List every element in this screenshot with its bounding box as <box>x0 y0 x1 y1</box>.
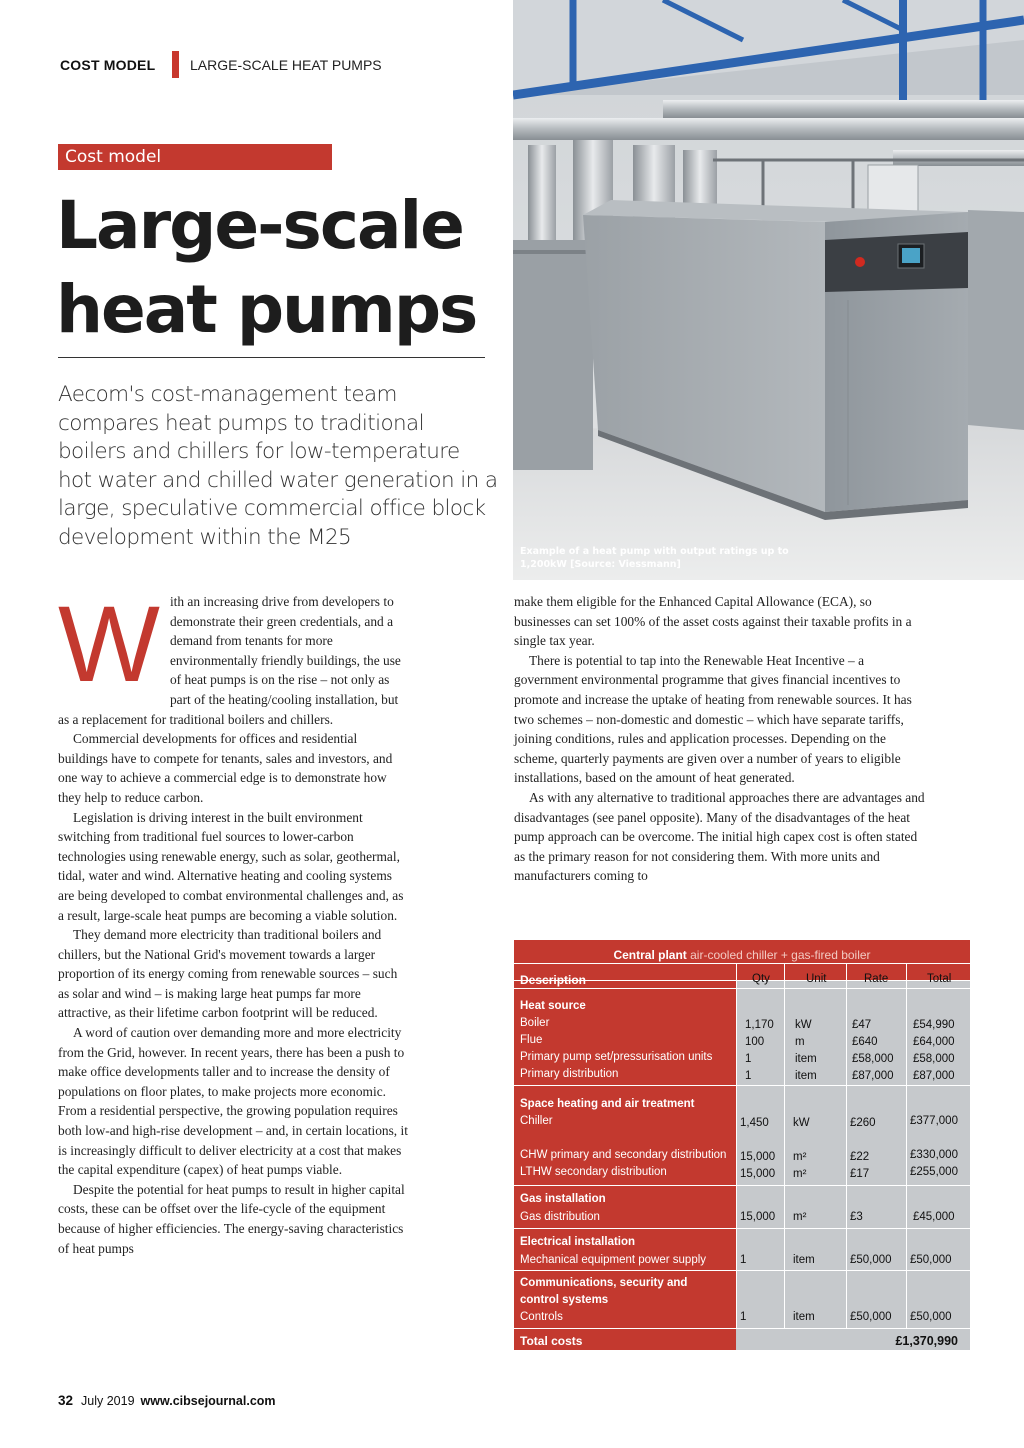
row-qty: 1,450 <box>740 1117 769 1129</box>
row-description: Primary distribution <box>520 1068 619 1080</box>
row-rate: £50,000 <box>850 1254 892 1266</box>
row-unit: m <box>795 1036 805 1048</box>
group-heading: Communications, security and <box>520 1277 688 1289</box>
row-unit: kW <box>795 1019 812 1031</box>
row-description: Controls <box>520 1311 563 1323</box>
row-description: Flue <box>520 1034 543 1046</box>
row-qty: 15,000 <box>740 1168 776 1180</box>
row-unit: m² <box>793 1168 807 1180</box>
standfirst: Aecom's cost-management team compares heat pumps to traditional boilers and chillers for low-temperature hot water and chilled water generation in a large, speculative commercial office block development within the M25 <box>58 382 498 550</box>
heat-pump-photo <box>513 0 1024 580</box>
row-qty: 15,000 <box>740 1211 776 1223</box>
row-total: £50,000 <box>910 1254 952 1266</box>
row-description: CHW primary and secondary distribution <box>520 1149 727 1161</box>
paragraph: Commercial developments for offices and residential buildings have to compete for tenants, sales and investors, and one way to achieve a commercial edge is to demonstrate how they help to reduce carbon. <box>58 731 393 805</box>
paragraph: Despite the potential for heat pumps to result in higher capital costs, these can be offset over the life-cycle of the equipment because of higher efficiencies. The energy-saving characteristics of heat pumps <box>58 1181 405 1256</box>
title-rule <box>58 357 485 358</box>
row-description: Chiller <box>520 1115 553 1127</box>
row-rate: £3 <box>850 1211 863 1223</box>
table-title-rest: air-cooled chiller + gas-fired boiler <box>686 948 871 962</box>
paragraph: make them eligible for the Enhanced Capital Allowance (ECA), so businesses can set 100% of the asset costs against their taxable profits in a single tax year. <box>514 594 912 649</box>
group-heading-cont: control systems <box>520 1294 609 1306</box>
col-divider <box>784 963 785 1328</box>
col-divider <box>736 963 737 1328</box>
row-unit: m² <box>793 1211 807 1223</box>
kicker-label: Cost model <box>58 144 332 170</box>
table-title <box>514 948 970 962</box>
row-description: Boiler <box>520 1017 550 1029</box>
total-value: £1,370,990 <box>895 1334 958 1348</box>
row-rate: £22 <box>850 1151 870 1163</box>
caption-line-1: Example of a heat pump with output ratings up to <box>520 546 789 557</box>
title-line-2: heat pumps <box>56 271 477 348</box>
header-rate: Rate <box>864 973 889 985</box>
cost-table <box>514 940 970 1350</box>
paragraph: ith an increasing drive from developers to demonstrate their green credentials, and a demand from tenants for more environmentally friendly buildings, the use of heat pumps is on the rise – not only as part of the heating/cooling installation, but as a replacement for traditional boilers and chillers. <box>58 594 401 727</box>
row-total: £58,000 <box>913 1053 955 1065</box>
row-qty: 1 <box>740 1311 747 1323</box>
section-divider <box>172 51 179 78</box>
row-description: LTHW secondary distribution <box>520 1166 667 1178</box>
page-number: 32 <box>58 1393 74 1408</box>
article-column-right <box>514 592 929 886</box>
col-divider <box>846 963 847 1328</box>
row-rate: £260 <box>850 1117 876 1129</box>
row-divider <box>514 1228 970 1229</box>
row-unit: item <box>793 1254 815 1266</box>
header-qty: Qty <box>752 973 770 985</box>
row-description: Gas distribution <box>520 1211 600 1223</box>
row-divider <box>514 1270 970 1271</box>
row-unit: item <box>793 1311 815 1323</box>
row-qty: 1,170 <box>745 1019 774 1031</box>
row-total: £255,000 <box>910 1166 958 1178</box>
header-total: Total <box>927 973 952 985</box>
header-description: Description <box>520 973 587 987</box>
paragraph: As with any alternative to traditional approaches there are advantages and disadvantages (see panel opposite). Many of the disadvantages of the heat pump approach can be overcome. The initial high capex cost is often stated as the primary reason for not considering them. With more units and manufacturers coming to <box>514 789 925 884</box>
group-heading: Electrical installation <box>520 1236 636 1248</box>
group-heading: Gas installation <box>520 1193 606 1205</box>
row-qty: 100 <box>745 1036 765 1048</box>
row-total: £64,000 <box>913 1036 955 1048</box>
caption-line-2: 1,200kW [Source: Viessmann] <box>520 559 681 570</box>
row-divider <box>514 1328 970 1329</box>
row-divider <box>514 1185 970 1186</box>
website: www.cibsejournal.com <box>140 1394 276 1408</box>
title-line-1: Large-scale <box>56 187 463 264</box>
topic-label: LARGE-SCALE HEAT PUMPS <box>190 57 382 73</box>
paragraph: There is potential to tap into the Renewable Heat Incentive – a government environmental programme that gives financial incentives to promote and increase the uptake of heating from renewable sources. It has two schemes – non-domestic and domestic – which have separate tariffs, joining conditions, rules and application processes. Depending on the scheme, quarterly payments are given over a number of years to eligible installations, based on the amount of heat generated. <box>514 652 912 786</box>
article-column-left <box>58 583 410 1258</box>
row-total: £50,000 <box>910 1311 952 1323</box>
article-title <box>56 184 506 352</box>
row-description: Primary pump set/pressurisation units <box>520 1051 713 1063</box>
row-description: Mechanical equipment power supply <box>520 1254 707 1266</box>
row-qty: 1 <box>740 1254 747 1266</box>
row-divider <box>514 988 970 989</box>
group-heading: Heat source <box>520 1000 586 1012</box>
row-rate: £17 <box>850 1168 870 1180</box>
paragraph: They demand more electricity than traditional boilers and chillers, but the National Grid's movement towards a larger proportion of its energy coming from renewable sources – such as solar and wind – is making large heat pumps far more attractive, as their lifetime carbon footprint will be reduced. <box>58 927 398 1021</box>
row-rate: £50,000 <box>850 1311 892 1323</box>
row-rate: £87,000 <box>852 1070 894 1082</box>
row-total: £330,000 <box>910 1149 958 1161</box>
drop-cap: W <box>58 583 156 704</box>
total-label: Total costs <box>520 1334 583 1348</box>
row-total: £87,000 <box>913 1070 955 1082</box>
row-total: £54,990 <box>913 1019 955 1031</box>
row-rate: £640 <box>852 1036 878 1048</box>
row-qty: 1 <box>745 1070 752 1082</box>
paragraph: Legislation is driving interest in the built environment switching from traditional fuel sources to lower-carbon technologies using renewable energy, such as solar, geothermal, tidal, water and wind. Alternative heating and cooling systems are being developed to combat environmental challenges and, as a result, large-scale heat pumps are becoming a viable solution. <box>58 809 404 923</box>
row-unit: item <box>795 1053 817 1065</box>
paragraph: A word of caution over demanding more and more electricity from the Grid, however. In recent years, there has been a push to make office developments taller and to increase the density of populations on floor plates, to make projects more economic. From a residential perspective, the growing population requires both low-and high-rise development – and, in certain locations, it is increasingly difficult to deliver electricity at a cost that makes the capital expenditure (capex) of heat pumps viable. <box>58 1025 408 1178</box>
heat-pump-illustration <box>513 0 1024 580</box>
section-label: COST MODEL <box>60 57 156 73</box>
row-qty: 1 <box>745 1053 752 1065</box>
table-title-bold: Central plant <box>613 948 687 962</box>
row-rate: £47 <box>852 1019 872 1031</box>
row-divider <box>514 963 970 964</box>
row-unit: m² <box>793 1151 807 1163</box>
row-unit: kW <box>793 1117 810 1129</box>
row-divider <box>514 1085 970 1086</box>
col-divider <box>906 963 907 1328</box>
page-footer <box>58 1393 276 1408</box>
photo-caption <box>520 545 790 571</box>
row-unit: item <box>795 1070 817 1082</box>
issue-date: July 2019 <box>81 1394 135 1408</box>
row-rate: £58,000 <box>852 1053 894 1065</box>
row-qty: 15,000 <box>740 1151 776 1163</box>
group-heading: Space heating and air treatment <box>520 1098 695 1110</box>
row-total: £377,000 <box>910 1115 958 1127</box>
header-unit: Unit <box>806 973 827 985</box>
row-total: £45,000 <box>913 1211 955 1223</box>
